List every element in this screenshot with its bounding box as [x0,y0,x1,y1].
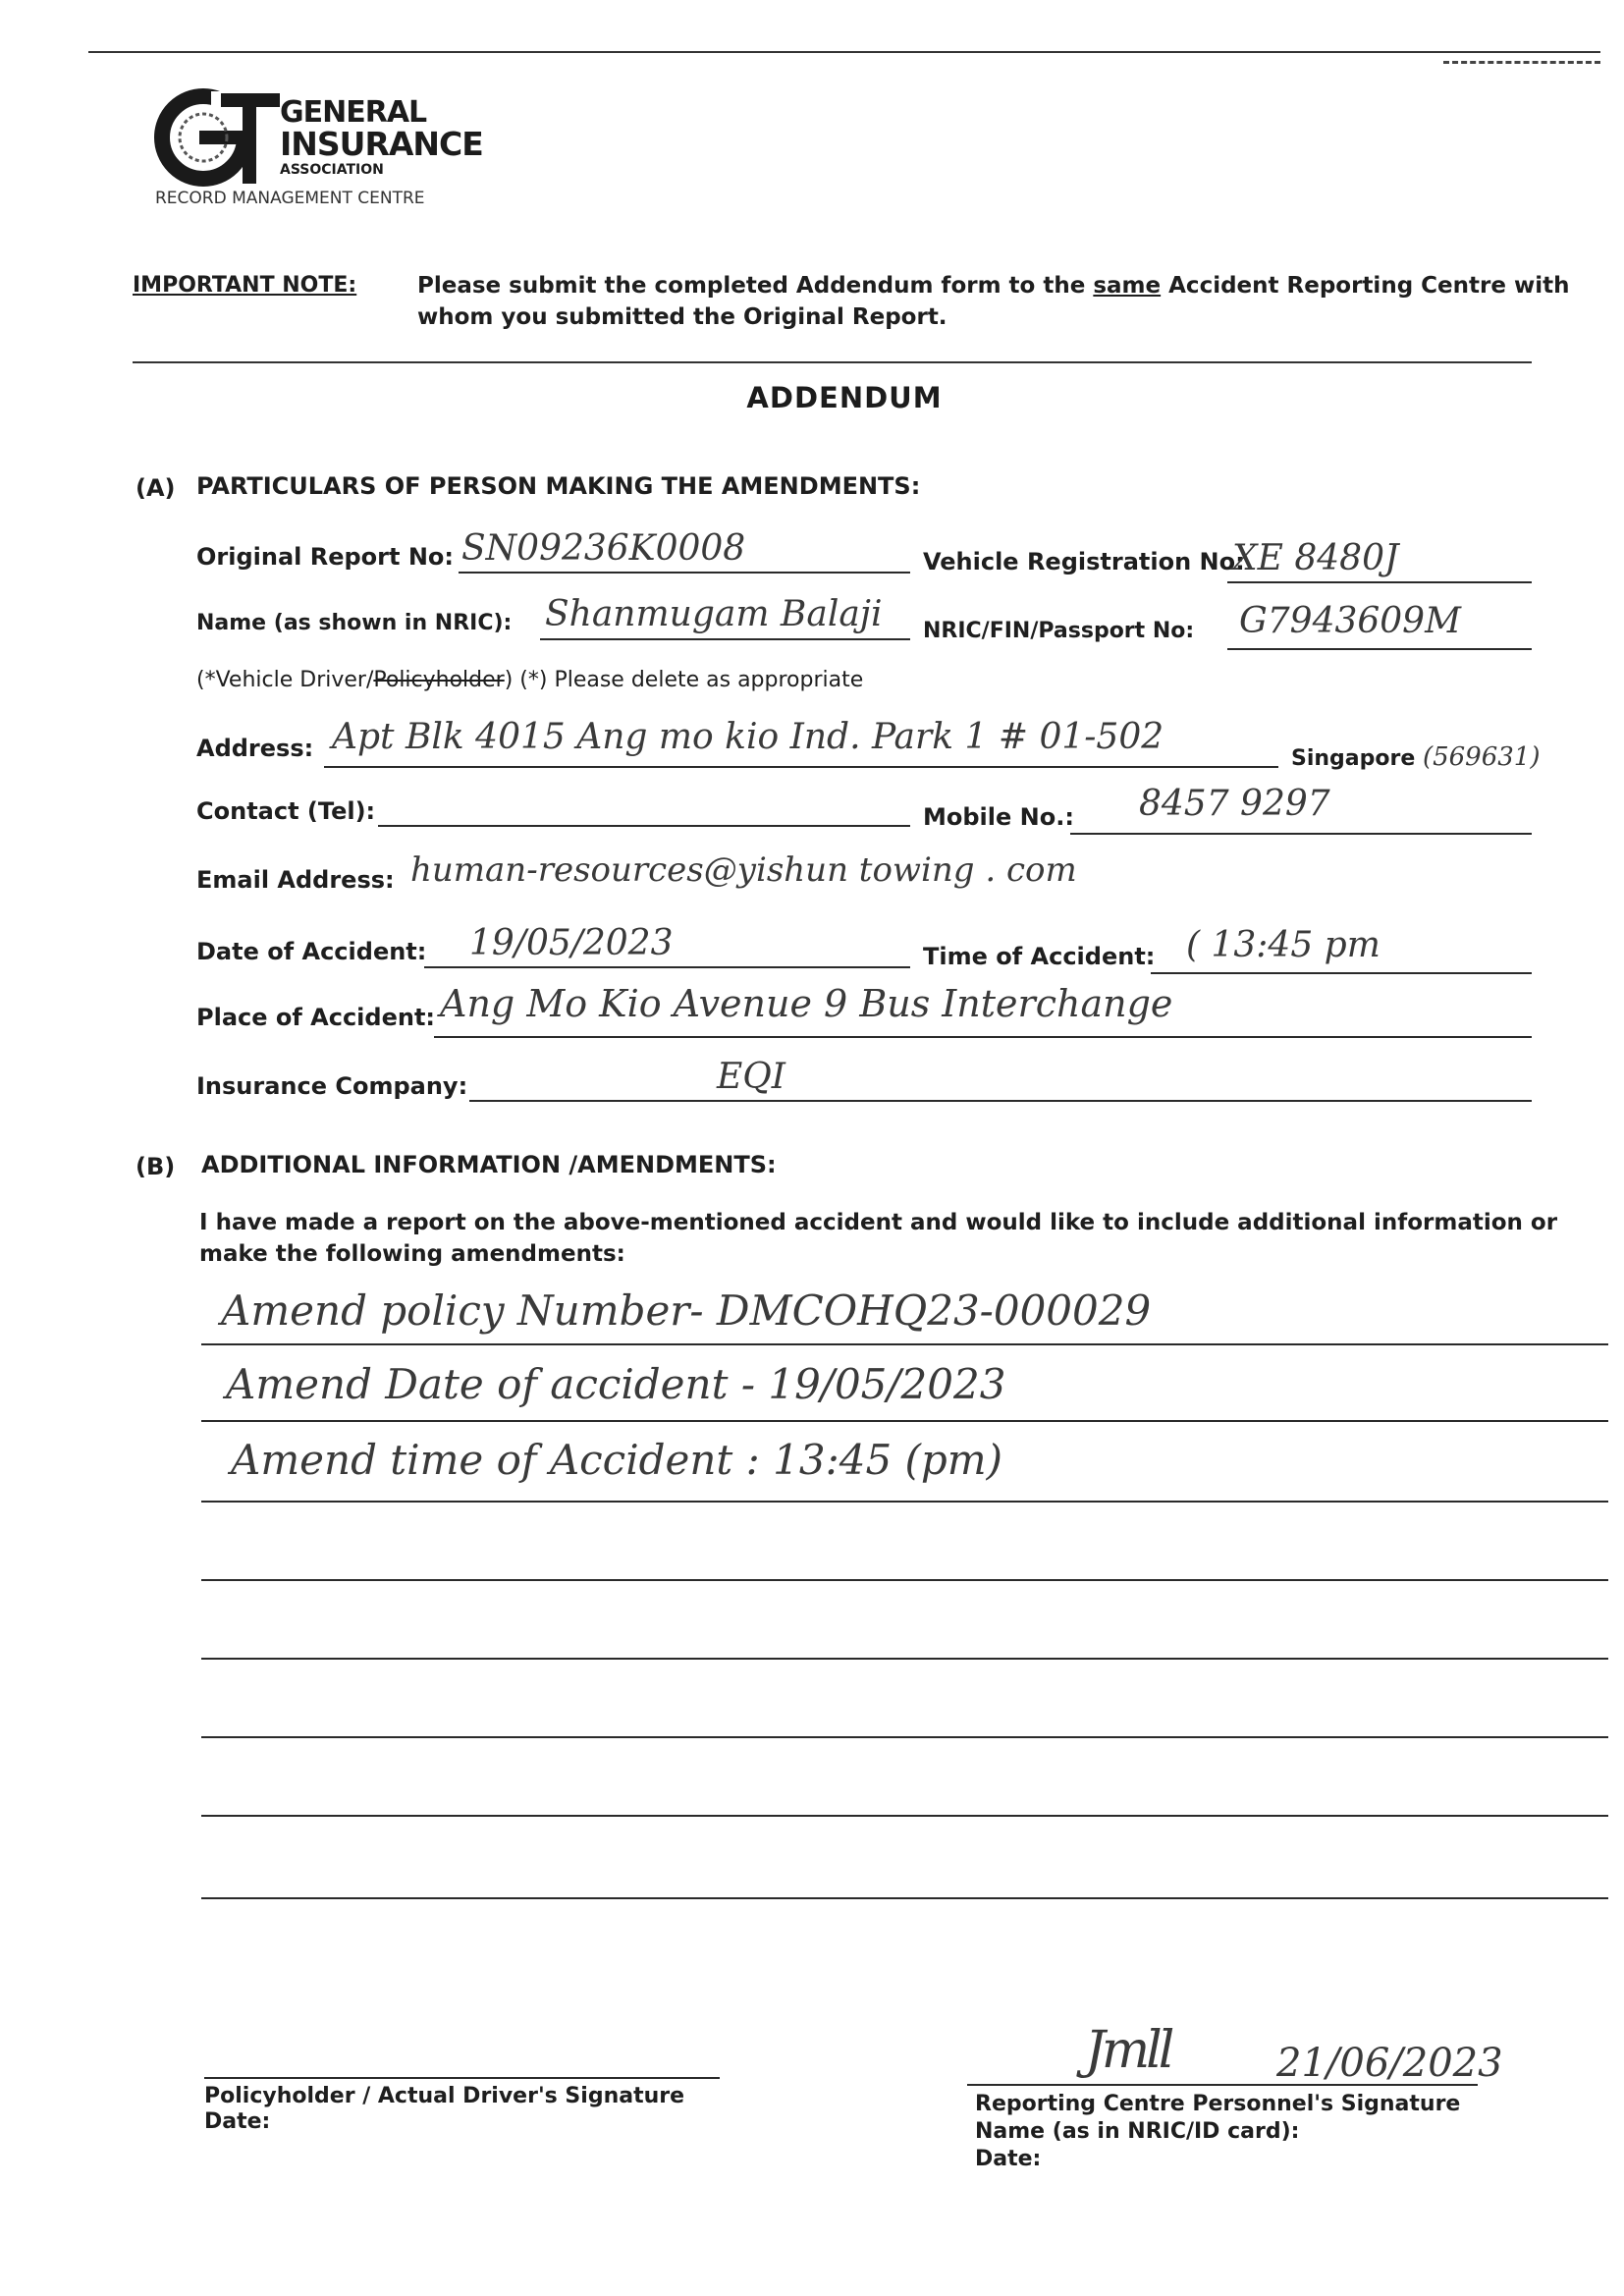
date-of-accident-value[interactable]: 19/05/2023 [469,923,674,963]
date-of-accident-line [424,966,910,968]
amendment-line-2 [201,1420,1608,1422]
address-line [324,766,1278,768]
section-b-intro-line1: I have made a report on the above-mentioned accident and would like to include additional information or [199,1210,1558,1235]
amendment-line-2-text[interactable]: Amend Date of accident - 19/05/2023 [226,1360,1006,1408]
insurance-company-line [469,1100,1532,1102]
role-line: (*Vehicle Driver/Policyholder) (*) Please delete as appropriate [196,668,864,692]
amendment-line-7[interactable] [201,1815,1608,1817]
important-note-text-line2: whom you submitted the Original Report. [417,304,947,330]
email-value[interactable]: human-resources@yishun towing . com [410,850,1077,890]
important-note-label: IMPORTANT NOTE: [133,273,357,298]
personnel-date-label: Date: [975,2147,1042,2171]
original-report-value[interactable]: SN09236K0008 [461,528,746,569]
date-of-accident-label: Date of Accident: [196,938,427,965]
nric-label: NRIC/FIN/Passport No: [923,619,1195,643]
vehicle-reg-label: Vehicle Registration No: [923,548,1245,575]
vehicle-reg-value[interactable]: XE 8480J [1232,538,1399,578]
section-a-marker: (A) [135,474,176,502]
mobile-value[interactable]: 8457 9297 [1139,784,1330,824]
amendment-line-3-text[interactable]: Amend time of Accident : 13:45 (pm) [231,1436,1003,1484]
same-word: same [1093,273,1162,299]
original-report-line [459,572,910,574]
place-of-accident-value[interactable]: Ang Mo Kio Avenue 9 Bus Interchange [440,982,1173,1025]
logo-subtitle: RECORD MANAGEMENT CENTRE [155,189,425,208]
place-of-accident-label: Place of Accident: [196,1004,436,1031]
email-label: Email Address: [196,866,395,894]
logo-line2: INSURANCE [280,125,483,163]
policyholder-signature-line[interactable] [204,2077,720,2079]
policyholder-date-label: Date: [204,2109,271,2134]
note-divider [133,361,1532,363]
personnel-signature-line [967,2084,1478,2086]
mobile-line [1070,833,1532,835]
time-of-accident-line [1151,972,1532,974]
time-of-accident-value[interactable]: ( 13:45 pm [1186,925,1380,965]
logo-line3: ASSOCIATION [280,162,384,178]
gia-logo-mark-icon [152,83,280,191]
insurance-company-value[interactable]: EQI [717,1057,786,1097]
contact-line[interactable] [378,825,910,827]
singapore-label: Singapore (569631) [1291,742,1541,772]
logo-line1: GENERAL [280,95,427,130]
section-a-heading: PARTICULARS OF PERSON MAKING THE AMENDMENTS: [196,472,921,500]
top-border [88,51,1600,53]
section-b-intro-line2: make the following amendments: [199,1241,625,1267]
form-title: ADDENDUM [746,381,943,414]
vehicle-reg-line [1227,581,1532,583]
amendment-line-1 [201,1343,1608,1345]
section-b-marker: (B) [135,1153,176,1180]
time-of-accident-label: Time of Accident: [923,943,1156,970]
section-b-heading: ADDITIONAL INFORMATION /AMENDMENTS: [201,1151,777,1178]
place-of-accident-line [434,1036,1532,1038]
amendment-line-4[interactable] [201,1579,1608,1581]
role-policyholder[interactable]: Policyholder [373,668,505,692]
personnel-signature-date[interactable]: 21/06/2023 [1276,2041,1503,2086]
policyholder-signature-label: Policyholder / Actual Driver's Signature [204,2084,685,2108]
nric-line [1227,648,1532,650]
amendment-line-1-text[interactable]: Amend policy Number- DMCOHQ23-000029 [221,1286,1152,1335]
top-border-dash [1443,61,1600,64]
personnel-signature-scrawl[interactable]: Jmll [1085,2021,1171,2080]
contact-label: Contact (Tel): [196,797,376,825]
mobile-label: Mobile No.: [923,803,1074,831]
address-value[interactable]: Apt Blk 4015 Ang mo kio Ind. Park 1 # 01-502 [332,717,1164,757]
important-note-text-line1: Please submit the completed Addendum form to the same Accident Reporting Centre with [417,273,1570,299]
original-report-label: Original Report No: [196,543,454,571]
role-driver[interactable]: Vehicle Driver/ [215,668,374,692]
amendment-line-8[interactable] [201,1897,1608,1899]
amendment-line-3 [201,1501,1608,1503]
insurance-company-label: Insurance Company: [196,1072,468,1100]
name-line [540,638,910,640]
address-label: Address: [196,735,314,762]
personnel-name-label: Name (as in NRIC/ID card): [975,2119,1300,2144]
postal-code-value[interactable]: (569631) [1422,742,1541,772]
nric-value[interactable]: G7943609M [1239,601,1461,641]
amendment-line-6[interactable] [201,1736,1608,1738]
personnel-signature-label: Reporting Centre Personnel's Signature [975,2092,1461,2116]
name-value[interactable]: Shanmugam Balaji [545,594,883,634]
amendment-line-5[interactable] [201,1658,1608,1660]
name-label: Name (as shown in NRIC): [196,611,513,635]
